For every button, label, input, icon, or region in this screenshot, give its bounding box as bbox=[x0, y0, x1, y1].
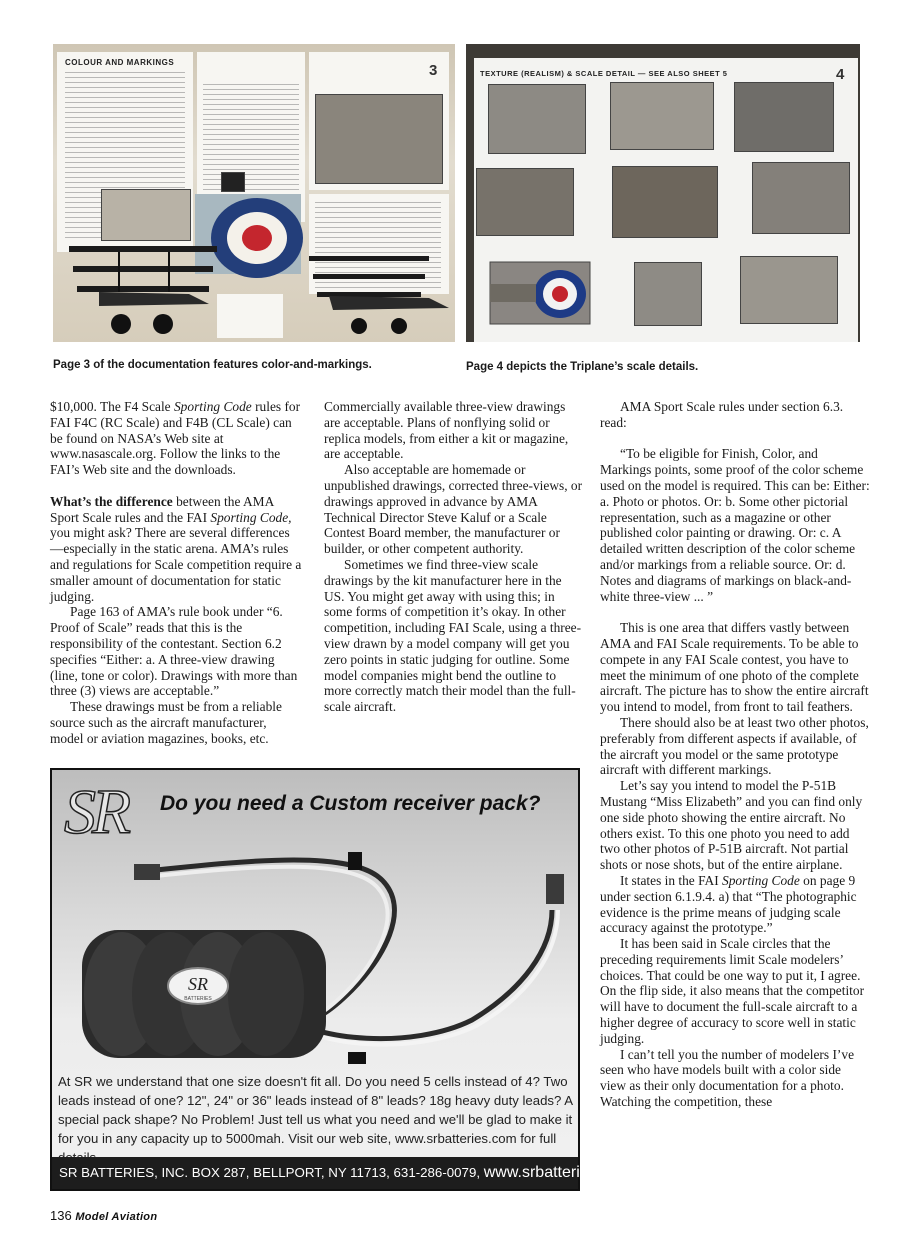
article-column-1 bbox=[50, 399, 302, 747]
triplane-drawing-left bbox=[59, 234, 225, 338]
ad-body-text: At SR we understand that one size doesn't fit all. Do you need 5 cells instead of 4? Two leads instead of one? 12", 24" or 36" leads instead of 8" leads? 18g heavy duty leads? A special pack shape? No Problem! Just tell us what you need and we'll be glad to make it for you in any capacity up to 5000mah. Visit our web site, www.srbatteries.com for full bbox=[58, 1074, 573, 1146]
paragraph: These drawings must be from a reliable source such as the aircraft manufacturer, model or aviation magazines, books, etc. bbox=[50, 699, 282, 746]
article-column-2 bbox=[324, 399, 584, 715]
paragraph: Commercially available three-view drawings are acceptable. Plans of nonflying solid or replica models, from either a kit or magazine, are acceptable. bbox=[324, 399, 569, 462]
paragraph: AMA Sport Scale rules under section 6.3. read: bbox=[600, 399, 844, 430]
sr-logo: SR bbox=[64, 776, 128, 847]
triplane-photo bbox=[315, 94, 443, 184]
ferrite-ring bbox=[348, 852, 362, 870]
letter-text-lines bbox=[203, 84, 299, 204]
detail-photo-1 bbox=[488, 84, 586, 154]
paragraph: Sometimes we find three-view scale drawings by the kit manufacturer here in the US. You might get away with using this; in some forms of competition it’s okay. In other competition, including FAI Scale, using a three-view drawn by a model company will get you zero points in static judging for outline. Some model companies might bend the outline to more correctly match their model than the full-scale aircraft. bbox=[324, 556, 582, 715]
paragraph: “To be eligible for Finish, Color, and Markings points, some proof of the color scheme used on the model is required. This can be: Either: a. Photo or photos. Or: b. Some other pictorial representation, such as a magazine or other published color painting or drawing. Or: c. A detailed written description of the color scheme and/or markings from a reliable source. Or: d. Notes and diagrams of markings on black-and-white three-view ... ” bbox=[600, 446, 870, 604]
ad-footer bbox=[52, 1157, 632, 1189]
board-page-number: 3 bbox=[429, 62, 438, 79]
paragraph: Let’s say you intend to model the P-51B Mustang “Miss Elizabeth” and you can find only one side photo showing the entire aircraft. No others exist. To this one photo you need to add two other photos of P-51B aircraft. Not partial shots or nose shots, but of the entire airplane. bbox=[600, 778, 863, 873]
magazine-name: Model Aviation bbox=[75, 1211, 158, 1223]
detail-photo-3 bbox=[734, 82, 834, 152]
paragraph: $10,000. The F4 Scale Sporting Code rules for FAI F4C (RC Scale) and F4B (CL Scale) can be found on NASA’s Web site at www.nasascale.org. Follow the links to the FAI’s Web site and the downloads. bbox=[50, 399, 301, 478]
photo-caption-left: Page 3 of the documentation features color-and-markings. bbox=[53, 359, 372, 371]
battery-sublabel: BATTERIES bbox=[184, 996, 212, 1002]
detail-photo-5 bbox=[612, 166, 718, 238]
ad-footer-address: SR BATTERIES, INC. BOX 287, BELLPORT, NY 11713, 631-286-0079, bbox=[59, 1165, 481, 1180]
triplane-drawing-right bbox=[289, 236, 455, 340]
photo-scale-detail-board bbox=[466, 44, 860, 342]
detail-photo-6 bbox=[752, 162, 850, 234]
italic-run: Sporting Code bbox=[722, 872, 800, 888]
ad-headline: Do you need a Custom receiver pack? bbox=[160, 792, 541, 815]
board-title: TEXTURE (REALISM) & SCALE DETAIL — SEE ALSO SHEET 5 bbox=[480, 69, 728, 78]
page-number: 136 bbox=[50, 1208, 72, 1223]
article-column-3 bbox=[600, 399, 870, 1110]
paragraph: It has been said in Scale circles that the preceding requirements limit Scale modelers’ choices. That could be one way to put it, I agree. On the flip side, it also means that the competitor will have to document the full-scale aircraft to a higher degree of accuracy to score well in static judging. bbox=[600, 936, 865, 1046]
sr-batteries-advertisement bbox=[50, 768, 632, 1191]
paragraph: It states in the FAI Sporting Code on page 9 under section 6.1.9.4. a) that “The photographic evidence is the prime means of judging scale accuracy against the prototype.” bbox=[600, 872, 857, 936]
italic-run: Sporting Code, bbox=[210, 509, 292, 525]
connector-right bbox=[546, 874, 564, 904]
paragraph: Page 163 of AMA’s rule book under “6. Proof of Scale” reads that this is the responsibility of the contestant. Section 6.2 specifies “Either: a. A three-view drawing (line, tone or color). Drawings with more than three (3) views are acceptable.” bbox=[50, 604, 298, 699]
board-small-sheet bbox=[217, 294, 283, 338]
detail-photo-8 bbox=[634, 262, 702, 326]
dark-swatch bbox=[221, 172, 245, 192]
page-folio bbox=[50, 1208, 157, 1223]
paragraph: What’s the difference between the AMA Sport Scale rules and the FAI Sporting Code, you might ask? There are several differences—especially in the static arena. AMA’s rules and regulations for Scale competition require a smaller amount of documentation for static judging. bbox=[50, 493, 302, 604]
photo-colour-and-markings-board bbox=[53, 44, 455, 342]
battery-label: SR bbox=[188, 974, 208, 994]
connector-left bbox=[134, 864, 160, 880]
bold-run: What’s the difference bbox=[50, 493, 173, 509]
board-page-number: 4 bbox=[836, 66, 845, 83]
detail-photo-7 bbox=[490, 262, 590, 324]
paragraph: There should also be at least two other photos, preferably from different aspects if available, of the aircraft you model or the same prototype aircraft with different markings. bbox=[600, 714, 869, 778]
ad-footer-url[interactable]: www.srbatteries.com bbox=[483, 1164, 632, 1181]
paragraph: Also acceptable are homemade or unpublished drawings, corrected three-views, or drawings approved in advance by AMA Technical Director Steve Kaluf or a Scale Contest Board member, the manufacturer or builder, or other competent authority. bbox=[324, 462, 583, 557]
detail-photo-9 bbox=[740, 256, 838, 324]
battery-pack-illustration bbox=[52, 840, 578, 1072]
detail-photo-4 bbox=[476, 168, 574, 236]
detail-photo-2 bbox=[610, 82, 714, 150]
paragraph: This is one area that differs vastly between AMA and FAI Scale requirements. To be able to compete in any FAI Scale contest, you have to meet the minimum of one photo of the complete aircraft. The picture has to show the entire aircraft you intend to model, from front to tail feathers. bbox=[600, 620, 869, 715]
italic-run: Sporting Code bbox=[173, 399, 252, 414]
paragraph: I can’t tell you the number of modelers I’ve seen who have models built with a color side view as their only documentation for a photo. Watching the competition, these bbox=[600, 1046, 855, 1110]
photo-caption-right: Page 4 depicts the Triplane’s scale details. bbox=[466, 361, 699, 373]
board-title: COLOUR AND MARKINGS bbox=[65, 58, 175, 67]
